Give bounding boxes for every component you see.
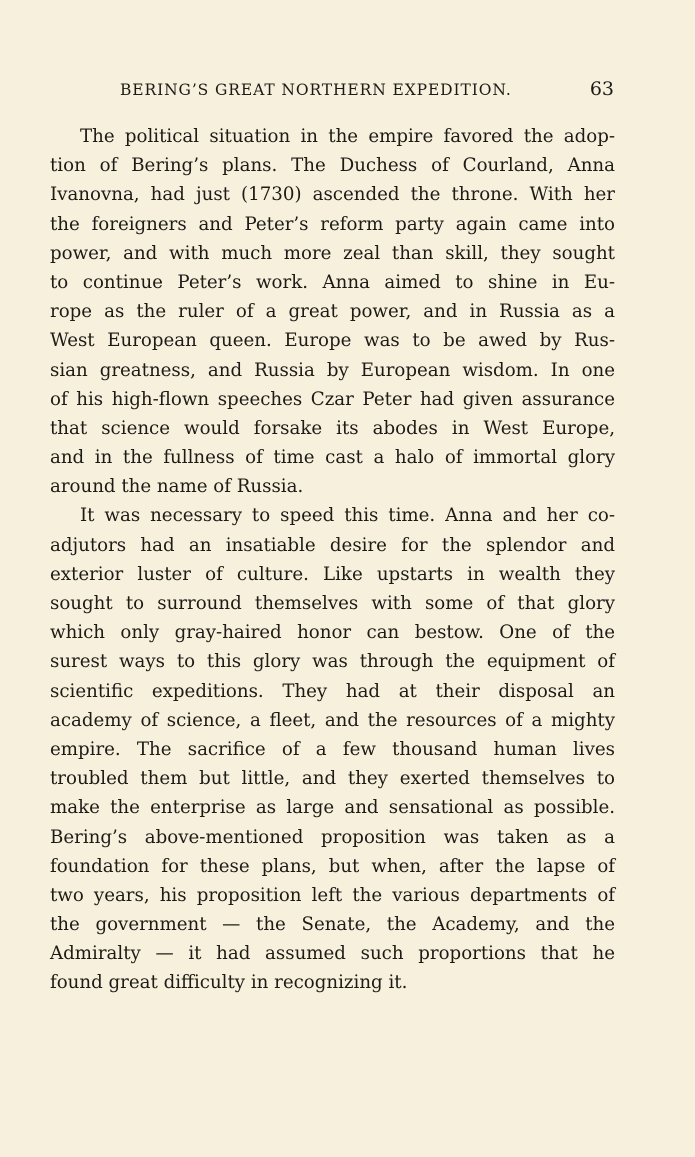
- text-line: two years, his proposition left the various departments of: [50, 884, 615, 906]
- text-line: the government — the Senate, the Academy, and the: [50, 914, 615, 936]
- text-line: rope as the ruler of a great power, and in Russia as a: [50, 301, 615, 323]
- text-line: the foreigners and Peter’s reform party again came into: [50, 213, 615, 235]
- text-line: to continue Peter’s work. Anna aimed to shine in Eu-: [50, 271, 615, 293]
- text-line: power, and with much more zeal than skill, they sought: [50, 242, 615, 264]
- text-line: sian greatness, and Russia by European wisdom. In one: [50, 359, 615, 381]
- page-number: 63: [589, 78, 614, 100]
- text-line: The political situation in the empire favored the adop-: [80, 126, 615, 147]
- text-line: foundation for these plans, but when, after the lapse of: [50, 855, 615, 877]
- text-line: It was necessary to speed this time. Anna and her co-: [80, 505, 615, 527]
- text-line: that science would forsake its abodes in West Europe,: [50, 417, 615, 439]
- text-line: around the name of Russia.: [50, 476, 304, 498]
- text-line: make the enterprise as large and sensational as possible.: [50, 797, 615, 819]
- text-line: Bering’s above-mentioned proposition was taken as a: [50, 826, 615, 848]
- text-line: and in the fullness of time cast a halo of immortal glory: [50, 447, 615, 469]
- paragraph-1: [50, 122, 615, 501]
- text-line: which only gray-haired honor can bestow. One of the: [50, 622, 615, 644]
- text-line: troubled them but little, and they exerted themselves to: [50, 768, 615, 790]
- text-line: scientific expeditions. They had at their disposal an: [50, 680, 615, 702]
- text-line: found great difficulty in recognizing it.: [50, 972, 408, 994]
- text-line: sought to surround themselves with some of that glory: [50, 593, 615, 614]
- page-header: [120, 78, 616, 102]
- text-line: empire. The sacrifice of a few thousand human lives: [50, 738, 615, 760]
- body-text: [50, 122, 615, 998]
- text-line: academy of science, a fleet, and the resources of a mighty: [50, 709, 615, 731]
- text-line: exterior luster of culture. Like upstarts in wealth they: [50, 563, 615, 585]
- text-line: West European queen. Europe was to be awed by Rus-: [50, 330, 615, 352]
- text-line: tion of Bering’s plans. The Duchess of Courland, Anna: [50, 155, 615, 177]
- text-line: adjutors had an insatiable desire for the splendor and: [50, 534, 615, 556]
- text-line: of his high-flown speeches Czar Peter had given assurance: [50, 388, 615, 410]
- running-head: BERING’S GREAT NORTHERN EXPEDITION.: [120, 81, 512, 99]
- text-line: Ivanovna, had just (1730) ascended the throne. With her: [50, 184, 615, 206]
- text-line: Admiralty — it had assumed such proportions that he: [50, 943, 615, 965]
- paragraph-2: [50, 501, 615, 997]
- text-line: surest ways to this glory was through the equipment of: [50, 651, 615, 673]
